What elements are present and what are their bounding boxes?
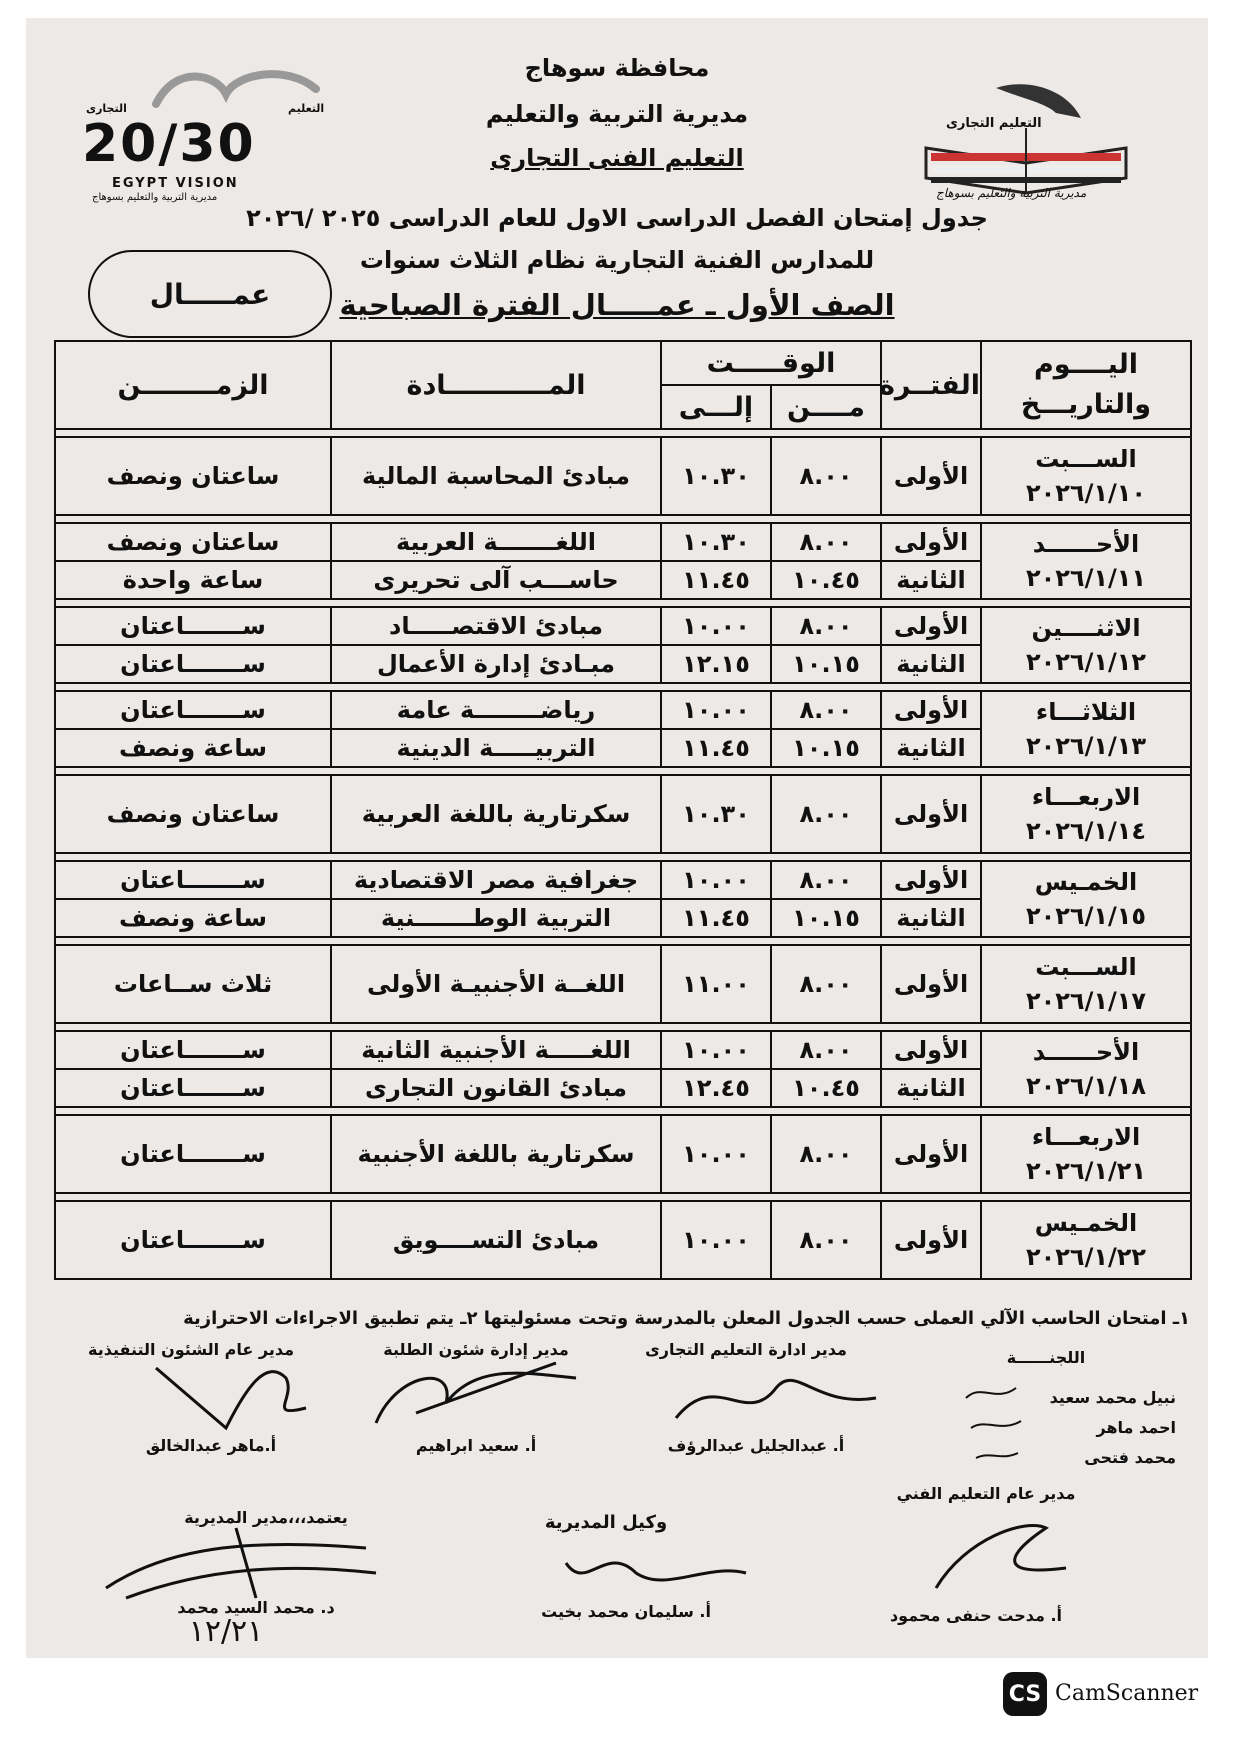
day-name: الخمـيس — [1034, 1209, 1138, 1237]
exam-date: ٢٠٢٦/١/١٧ — [1025, 987, 1147, 1015]
day-date-cell — [981, 1031, 1191, 1107]
time-from-cell: ٨.٠٠ — [771, 691, 881, 729]
committee-member-3: محمد فتحى — [1084, 1448, 1176, 1467]
period-cell: الأولى — [881, 945, 981, 1023]
handwritten-date: ١٢/٢١ — [188, 1614, 264, 1649]
table-row — [55, 945, 1191, 1023]
subject-cell: رياضــــــــة عامة — [331, 691, 661, 729]
row-gap — [55, 937, 1191, 945]
time-from-cell: ٨.٠٠ — [771, 1031, 881, 1069]
subject-cell: اللغــة الأجنبيـة الأولى — [331, 945, 661, 1023]
technical-manager-title: مدير عام التعليم الفني — [896, 1484, 1076, 1503]
approval-title: يعتمد،،،مدير المديرية — [184, 1508, 348, 1527]
vision-top-left: التجارى — [86, 102, 127, 115]
exec-signature-icon — [136, 1348, 326, 1448]
time-to-cell: ١١.٤٥ — [661, 899, 771, 937]
day-name: الاثنــــين — [1031, 614, 1141, 642]
time-from-cell: ٨.٠٠ — [771, 775, 881, 853]
gap-cell — [55, 1107, 1191, 1115]
subject-cell: حاســـب آلى تحريرى — [331, 561, 661, 599]
duration-cell: ساعتان ونصف — [55, 523, 331, 561]
approval-name: د. محمد السيد محمد — [177, 1598, 335, 1617]
time-to-cell: ١٠.٣٠ — [661, 523, 771, 561]
day-name: الخمـيس — [1034, 868, 1138, 896]
directorate-title: مديرية التربية والتعليم — [485, 100, 749, 128]
day-date-cell — [981, 1201, 1191, 1279]
period-cell: الثانية — [881, 729, 981, 767]
schedule-title: جدول إمتحان الفصل الدراسى الاول للعام الدراسى ٢٠٢٥ /٢٠٢٦ — [246, 204, 988, 232]
duration-cell: ساعتان ونصف — [55, 437, 331, 515]
period-cell: الأولى — [881, 775, 981, 853]
time-from-cell: ٨.٠٠ — [771, 1115, 881, 1193]
gap-cell — [55, 515, 1191, 523]
commercial-manager-title: مدير ادارة التعليم التجارى — [645, 1340, 847, 1359]
vision-sub: مديرية التربية والتعليم بسوهاج — [92, 192, 218, 203]
period-cell: الأولى — [881, 607, 981, 645]
time-to-cell: ١٠.٣٠ — [661, 437, 771, 515]
day-name: الاربعـــاء — [1031, 1123, 1141, 1151]
time-to-cell: ١٠.٠٠ — [661, 691, 771, 729]
vision-number: 20/30 — [82, 114, 256, 174]
exam-date: ٢٠٢٦/١/٢٢ — [1025, 1243, 1147, 1271]
row-gap — [55, 599, 1191, 607]
gap-cell — [55, 853, 1191, 861]
duration-cell: ســـــــاعتان — [55, 1031, 331, 1069]
subject-cell: مبادئ التســــويق — [331, 1201, 661, 1279]
day-date-cell — [981, 775, 1191, 853]
exam-schedule-table — [54, 340, 1192, 1280]
time-from-cell: ١٠.١٥ — [771, 729, 881, 767]
duration-cell: ساعة ونصف — [55, 899, 331, 937]
right-logo-sub: مديرية التربية والتعليم بسوهاج — [936, 186, 1087, 200]
time-to-cell: ١٠.٠٠ — [661, 607, 771, 645]
duration-cell: ساعة ونصف — [55, 729, 331, 767]
subject-cell: مبادئ المحاسبة المالية — [331, 437, 661, 515]
header-subject: المـــــــــــادة — [331, 341, 661, 429]
time-from-cell: ٨.٠٠ — [771, 1201, 881, 1279]
time-from-cell: ٨.٠٠ — [771, 523, 881, 561]
time-to-cell: ١١.٤٥ — [661, 561, 771, 599]
row-gap — [55, 429, 1191, 437]
camscanner-icon: CS — [1003, 1672, 1047, 1716]
time-to-cell: ١٠.٠٠ — [661, 861, 771, 899]
committee-member-2: احمد ماهر — [1096, 1418, 1176, 1437]
subject-cell: اللغـــــــة العربية — [331, 523, 661, 561]
day-date-cell — [981, 437, 1191, 515]
time-from-cell: ٨.٠٠ — [771, 437, 881, 515]
day-date-cell — [981, 1115, 1191, 1193]
students-signature-icon — [356, 1353, 586, 1433]
period-cell: الثانية — [881, 899, 981, 937]
header-duration: الزمــــــــن — [55, 341, 331, 429]
row-gap — [55, 1023, 1191, 1031]
duration-cell: ساعة واحدة — [55, 561, 331, 599]
period-cell: الثانية — [881, 1069, 981, 1107]
row-gap — [55, 683, 1191, 691]
duration-cell: ســـــــاعتان — [55, 691, 331, 729]
day-name: الســـبت — [1035, 445, 1137, 473]
exam-date: ٢٠٢٦/١/١٢ — [1025, 648, 1147, 676]
header-from: مــــن — [771, 385, 881, 429]
technical-signature-icon — [926, 1508, 1076, 1598]
period-cell: الثانية — [881, 561, 981, 599]
committee-title: اللجنــــــة — [1006, 1348, 1086, 1367]
table-row — [55, 861, 1191, 899]
duration-cell: ســـــــاعتان — [55, 861, 331, 899]
subject-cell: مبادئ القانون التجارى — [331, 1069, 661, 1107]
gap-cell — [55, 1193, 1191, 1201]
time-to-cell: ١٠.٠٠ — [661, 1115, 771, 1193]
duration-cell: ســـــــاعتان — [55, 607, 331, 645]
duration-cell: ساعتان ونصف — [55, 775, 331, 853]
table-row — [55, 523, 1191, 561]
period-cell: الأولى — [881, 1115, 981, 1193]
header-time: الوقـــــت — [661, 341, 881, 385]
committee-signatures-icon — [946, 1373, 1046, 1473]
day-date-cell — [981, 861, 1191, 937]
period-cell: الأولى — [881, 437, 981, 515]
header-to: إلـــى — [661, 385, 771, 429]
time-to-cell: ١٢.١٥ — [661, 645, 771, 683]
time-from-cell: ١٠.١٥ — [771, 645, 881, 683]
right-logo-text: التعليم التجارى — [946, 116, 1042, 131]
schedule-subtitle: للمدارس الفنية التجارية نظام الثلاث سنوات — [359, 246, 875, 274]
duration-cell: ثلاث ســاعات — [55, 945, 331, 1023]
row-gap — [55, 515, 1191, 523]
vision-text: EGYPT VISION — [112, 176, 239, 191]
subject-cell: مبادئ الاقتصـــــاد — [331, 607, 661, 645]
exam-date: ٢٠٢٦/١/١٤ — [1025, 817, 1147, 845]
commercial-signature-icon — [666, 1358, 886, 1438]
duration-cell: ســـــــاعتان — [55, 1115, 331, 1193]
department-title: التعليم الفنى التجارى — [490, 144, 744, 172]
gap-cell — [55, 937, 1191, 945]
period-cell: الأولى — [881, 691, 981, 729]
table-row — [55, 607, 1191, 645]
table-row — [55, 1201, 1191, 1279]
deputy-signature-icon — [546, 1533, 756, 1603]
subject-cell: مبـادئ إدارة الأعمال — [331, 645, 661, 683]
row-gap — [55, 767, 1191, 775]
exam-date: ٢٠٢٦/١/٢١ — [1025, 1157, 1147, 1185]
row-gap — [55, 853, 1191, 861]
day-name: الثلاثـــاء — [1035, 698, 1137, 726]
duration-cell: ســـــــاعتان — [55, 1069, 331, 1107]
day-name: الأحــــــد — [1032, 1038, 1140, 1066]
gap-cell — [55, 1023, 1191, 1031]
time-to-cell: ١١.٠٠ — [661, 945, 771, 1023]
table-row — [55, 691, 1191, 729]
time-to-cell: ١٢.٤٥ — [661, 1069, 771, 1107]
time-from-cell: ١٠.٤٥ — [771, 1069, 881, 1107]
exec-manager-title: مدير عام الشئون التنفيذية — [87, 1340, 295, 1359]
time-from-cell: ١٠.٤٥ — [771, 561, 881, 599]
time-to-cell: ١١.٤٥ — [661, 729, 771, 767]
gap-cell — [55, 767, 1191, 775]
exam-date: ٢٠٢٦/١/١٠ — [1025, 479, 1147, 507]
grade-title: الصف الأول ـ عمـــــال الفترة الصباحية — [339, 288, 895, 322]
gap-cell — [55, 599, 1191, 607]
exam-date: ٢٠٢٦/١/١٨ — [1025, 1072, 1147, 1100]
deputy-name: أ. سليمان محمد بخيت — [541, 1602, 711, 1621]
period-cell: الأولى — [881, 523, 981, 561]
row-gap — [55, 1107, 1191, 1115]
exec-manager-name: أ.ماهر عبدالخالق — [145, 1436, 277, 1455]
students-manager-name: أ. سعيد ابراهيم — [415, 1436, 537, 1455]
time-from-cell: ٨.٠٠ — [771, 861, 881, 899]
time-to-cell: ١٠.٠٠ — [661, 1201, 771, 1279]
document-page — [26, 18, 1208, 1658]
row-gap — [55, 1193, 1191, 1201]
duration-cell: ســـــــاعتان — [55, 1201, 331, 1279]
committee-member-1: نبيل محمد سعيد — [1049, 1388, 1176, 1407]
day-date-cell — [981, 523, 1191, 599]
time-to-cell: ١٠.٠٠ — [661, 1031, 771, 1069]
subject-cell: سكرتارية باللغة الأجنبية — [331, 1115, 661, 1193]
governorate-title: محافظة سوهاج — [524, 54, 710, 82]
table-row — [55, 1031, 1191, 1069]
period-cell: الثانية — [881, 645, 981, 683]
day-name: الاربعـــاء — [1031, 783, 1141, 811]
day-date-cell — [981, 691, 1191, 767]
category-badge: عمـــــال — [88, 250, 332, 338]
notes-text: ١ـ امتحان الحاسب الآلي العملى حسب الجدول المعلن بالمدرسة وتحت مسئوليتها ٢ـ يتم تطبيق الاجراءات الاحترازية — [183, 1308, 1190, 1329]
commercial-manager-name: أ. عبدالجليل عبدالرؤف — [667, 1436, 845, 1455]
header-period: الفتــرة — [881, 341, 981, 429]
vision-top-right: التعليم — [288, 102, 325, 115]
approval-signature-icon — [86, 1518, 386, 1608]
table-row — [55, 1115, 1191, 1193]
header-day: اليــــوم والتاريـــخ — [981, 341, 1191, 429]
subject-cell: التربيـــــة الدينية — [331, 729, 661, 767]
time-from-cell: ٨.٠٠ — [771, 607, 881, 645]
subject-cell: اللغـــــة الأجنبية الثانية — [331, 1031, 661, 1069]
gap-cell — [55, 429, 1191, 437]
gap-cell — [55, 683, 1191, 691]
subject-cell: جغرافية مصر الاقتصادية — [331, 861, 661, 899]
camscanner-text: CamScanner — [1055, 1681, 1199, 1706]
period-cell: الأولى — [881, 1031, 981, 1069]
subject-cell: سكرتارية باللغة العربية — [331, 775, 661, 853]
technical-manager-name: أ. مدحت حنفى محمود — [889, 1606, 1063, 1625]
deputy-title: وكيل المديرية — [544, 1512, 668, 1533]
time-from-cell: ٨.٠٠ — [771, 945, 881, 1023]
table-row — [55, 775, 1191, 853]
duration-cell: ســـــــاعتان — [55, 645, 331, 683]
period-cell: الأولى — [881, 861, 981, 899]
day-name: الســـبت — [1035, 953, 1137, 981]
day-date-cell — [981, 945, 1191, 1023]
exam-date: ٢٠٢٦/١/١١ — [1025, 564, 1147, 592]
period-cell: الأولى — [881, 1201, 981, 1279]
students-manager-title: مدير إدارة شئون الطلبة — [383, 1340, 569, 1359]
time-from-cell: ١٠.١٥ — [771, 899, 881, 937]
day-date-cell — [981, 607, 1191, 683]
time-to-cell: ١٠.٣٠ — [661, 775, 771, 853]
table-row — [55, 437, 1191, 515]
subject-cell: التربية الوطـــــــنية — [331, 899, 661, 937]
exam-date: ٢٠٢٦/١/١٥ — [1025, 902, 1147, 930]
exam-date: ٢٠٢٦/١/١٣ — [1025, 732, 1147, 760]
day-name: الأحــــــد — [1032, 530, 1140, 558]
